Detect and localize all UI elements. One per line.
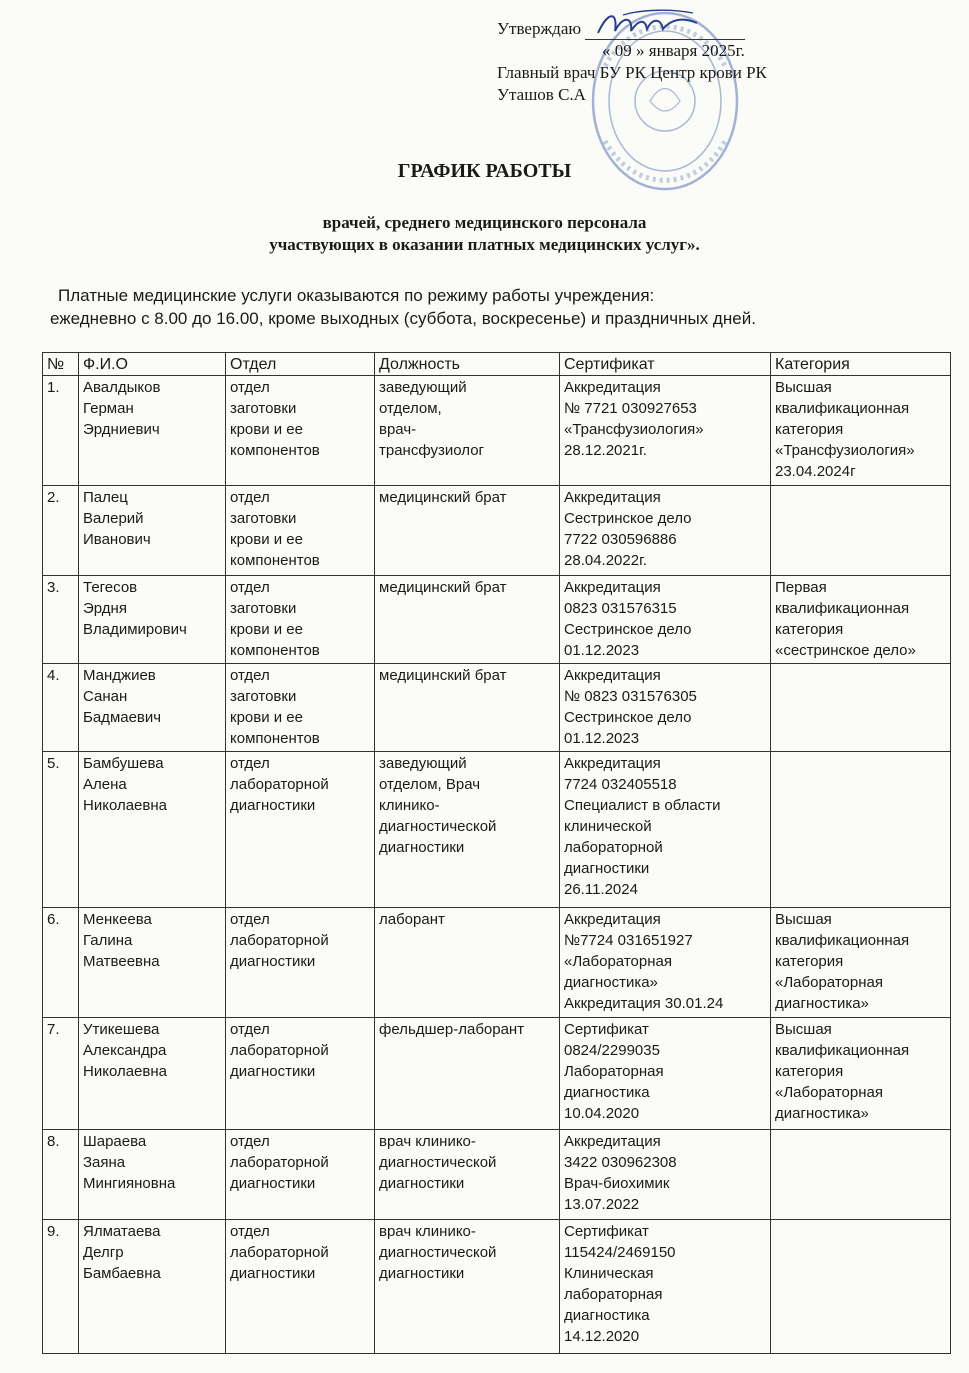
cell-cert: Аккредитация 3422 030962308 Врач-биохимик 13.07.2022 bbox=[560, 1130, 771, 1220]
cell-position: медицинский брат bbox=[375, 486, 560, 576]
cell-dept: отдел заготовки крови и ее компонентов bbox=[226, 664, 375, 752]
header-position: Должность bbox=[375, 353, 560, 376]
approval-sign-line bbox=[497, 18, 877, 40]
document-subtitle bbox=[0, 212, 969, 256]
cell-position: заведующий отделом, врач- трансфузиолог bbox=[375, 376, 560, 486]
cell-position: врач клинико- диагностической диагностики bbox=[375, 1220, 560, 1354]
approve-label: Утверждаю bbox=[497, 19, 582, 38]
header-num: № bbox=[43, 353, 79, 376]
cell-position: лаборант bbox=[375, 908, 560, 1018]
header-dept: Отдел bbox=[226, 353, 375, 376]
subtitle-line-1: врачей, среднего медицинского персонала bbox=[322, 213, 647, 232]
approval-block bbox=[497, 18, 877, 106]
cell-fio: Авалдыков Герман Эрдниевич bbox=[79, 376, 226, 486]
cell-cert: Аккредитация №7724 031651927 «Лабораторная диагностика» Аккредитация 30.01.24 bbox=[560, 908, 771, 1018]
header-fio: Ф.И.О bbox=[79, 353, 226, 376]
cell-fio: Палец Валерий Иванович bbox=[79, 486, 226, 576]
cell-cert: Аккредитация № 7721 030927653 «Трансфузиология» 28.12.2021г. bbox=[560, 376, 771, 486]
cell-dept: отдел лабораторной диагностики bbox=[226, 908, 375, 1018]
cell-fio: Менкеева Галина Матвеевна bbox=[79, 908, 226, 1018]
table-header-row bbox=[43, 353, 951, 376]
cell-position: врач клинико- диагностической диагностики bbox=[375, 1130, 560, 1220]
cell-dept: отдел лабораторной диагностики bbox=[226, 1130, 375, 1220]
cell-num: 5. bbox=[43, 752, 79, 908]
table-row bbox=[43, 486, 951, 576]
intro-line-1: Платные медицинские услуги оказываются по режиму работы учреждения: bbox=[58, 286, 655, 305]
table-row bbox=[43, 664, 951, 752]
cell-num: 4. bbox=[43, 664, 79, 752]
approval-position: Главный врач БУ РК Центр крови РК bbox=[497, 63, 767, 82]
cell-num: 9. bbox=[43, 1220, 79, 1354]
table-row bbox=[43, 1130, 951, 1220]
document-title: ГРАФИК РАБОТЫ bbox=[397, 160, 572, 182]
intro-line-2: ежедневно с 8.00 до 16.00, кроме выходных (суббота, воскресенье) и праздничных дней. bbox=[50, 309, 756, 328]
cell-dept: отдел заготовки крови и ее компонентов bbox=[226, 376, 375, 486]
cell-cert: Аккредитация № 0823 031576305 Сестринское дело 01.12.2023 bbox=[560, 664, 771, 752]
cell-fio: Шараева Заяна Мингияновна bbox=[79, 1130, 226, 1220]
cell-cert: Аккредитация 0823 031576315 Сестринское дело 01.12.2023 bbox=[560, 576, 771, 664]
header-cert: Сертификат bbox=[560, 353, 771, 376]
table-row bbox=[43, 1018, 951, 1130]
cell-num: 1. bbox=[43, 376, 79, 486]
cell-category bbox=[771, 486, 951, 576]
cell-category bbox=[771, 664, 951, 752]
cell-num: 8. bbox=[43, 1130, 79, 1220]
table-row bbox=[43, 376, 951, 486]
cell-fio: Бамбушева Алена Николаевна bbox=[79, 752, 226, 908]
cell-dept: отдел заготовки крови и ее компонентов bbox=[226, 486, 375, 576]
cell-dept: отдел лабораторной диагностики bbox=[226, 1018, 375, 1130]
schedule-table bbox=[42, 352, 951, 1354]
cell-cert: Аккредитация 7724 032405518 Специалист в области клинической лабораторной диагностики 26.11.2024 bbox=[560, 752, 771, 908]
cell-num: 6. bbox=[43, 908, 79, 1018]
cell-category bbox=[771, 752, 951, 908]
cell-position: медицинский брат bbox=[375, 664, 560, 752]
cell-fio: Утикешева Александра Николаевна bbox=[79, 1018, 226, 1130]
cell-fio: Манджиев Санан Бадмаевич bbox=[79, 664, 226, 752]
cell-num: 3. bbox=[43, 576, 79, 664]
cell-category bbox=[771, 1220, 951, 1354]
cell-cert: Сертификат 115424/2469150 Клиническая лабораторная диагностика 14.12.2020 bbox=[560, 1220, 771, 1354]
subtitle-line-2: участвующих в оказании платных медицинских услуг». bbox=[269, 235, 700, 254]
cell-fio: Ялматаева Делгр Бамбаевна bbox=[79, 1220, 226, 1354]
cell-category: Первая квалификационная категория «сестринское дело» bbox=[771, 576, 951, 664]
cell-category: Высшая квалификационная категория «Лабораторная диагностика» bbox=[771, 1018, 951, 1130]
cell-category: Высшая квалификационная категория «Трансфузиология» 23.04.2024г bbox=[771, 376, 951, 486]
cell-position: медицинский брат bbox=[375, 576, 560, 664]
cell-category bbox=[771, 1130, 951, 1220]
signature-icon bbox=[593, 7, 703, 41]
cell-position: фельдшер-лаборант bbox=[375, 1018, 560, 1130]
signature-line bbox=[585, 21, 745, 40]
table-row bbox=[43, 1220, 951, 1354]
approval-date: « 09 » января 2025г. bbox=[602, 41, 745, 60]
cell-num: 7. bbox=[43, 1018, 79, 1130]
cell-dept: отдел заготовки крови и ее компонентов bbox=[226, 576, 375, 664]
table-row bbox=[43, 908, 951, 1018]
cell-num: 2. bbox=[43, 486, 79, 576]
table-row bbox=[43, 752, 951, 908]
table-row bbox=[43, 576, 951, 664]
header-category: Категория bbox=[771, 353, 951, 376]
cell-dept: отдел лабораторной диагностики bbox=[226, 752, 375, 908]
cell-position: заведующий отделом, Врач клинико- диагностической диагностики bbox=[375, 752, 560, 908]
intro-text bbox=[50, 284, 930, 330]
cell-fio: Тегесов Эрдня Владимирович bbox=[79, 576, 226, 664]
cell-cert: Сертификат 0824/2299035 Лабораторная диагностика 10.04.2020 bbox=[560, 1018, 771, 1130]
cell-category: Высшая квалификационная категория «Лабораторная диагностика» bbox=[771, 908, 951, 1018]
cell-cert: Аккредитация Сестринское дело 7722 030596886 28.04.2022г. bbox=[560, 486, 771, 576]
cell-dept: отдел лабораторной диагностики bbox=[226, 1220, 375, 1354]
approval-name: Уташов С.А bbox=[497, 85, 586, 104]
